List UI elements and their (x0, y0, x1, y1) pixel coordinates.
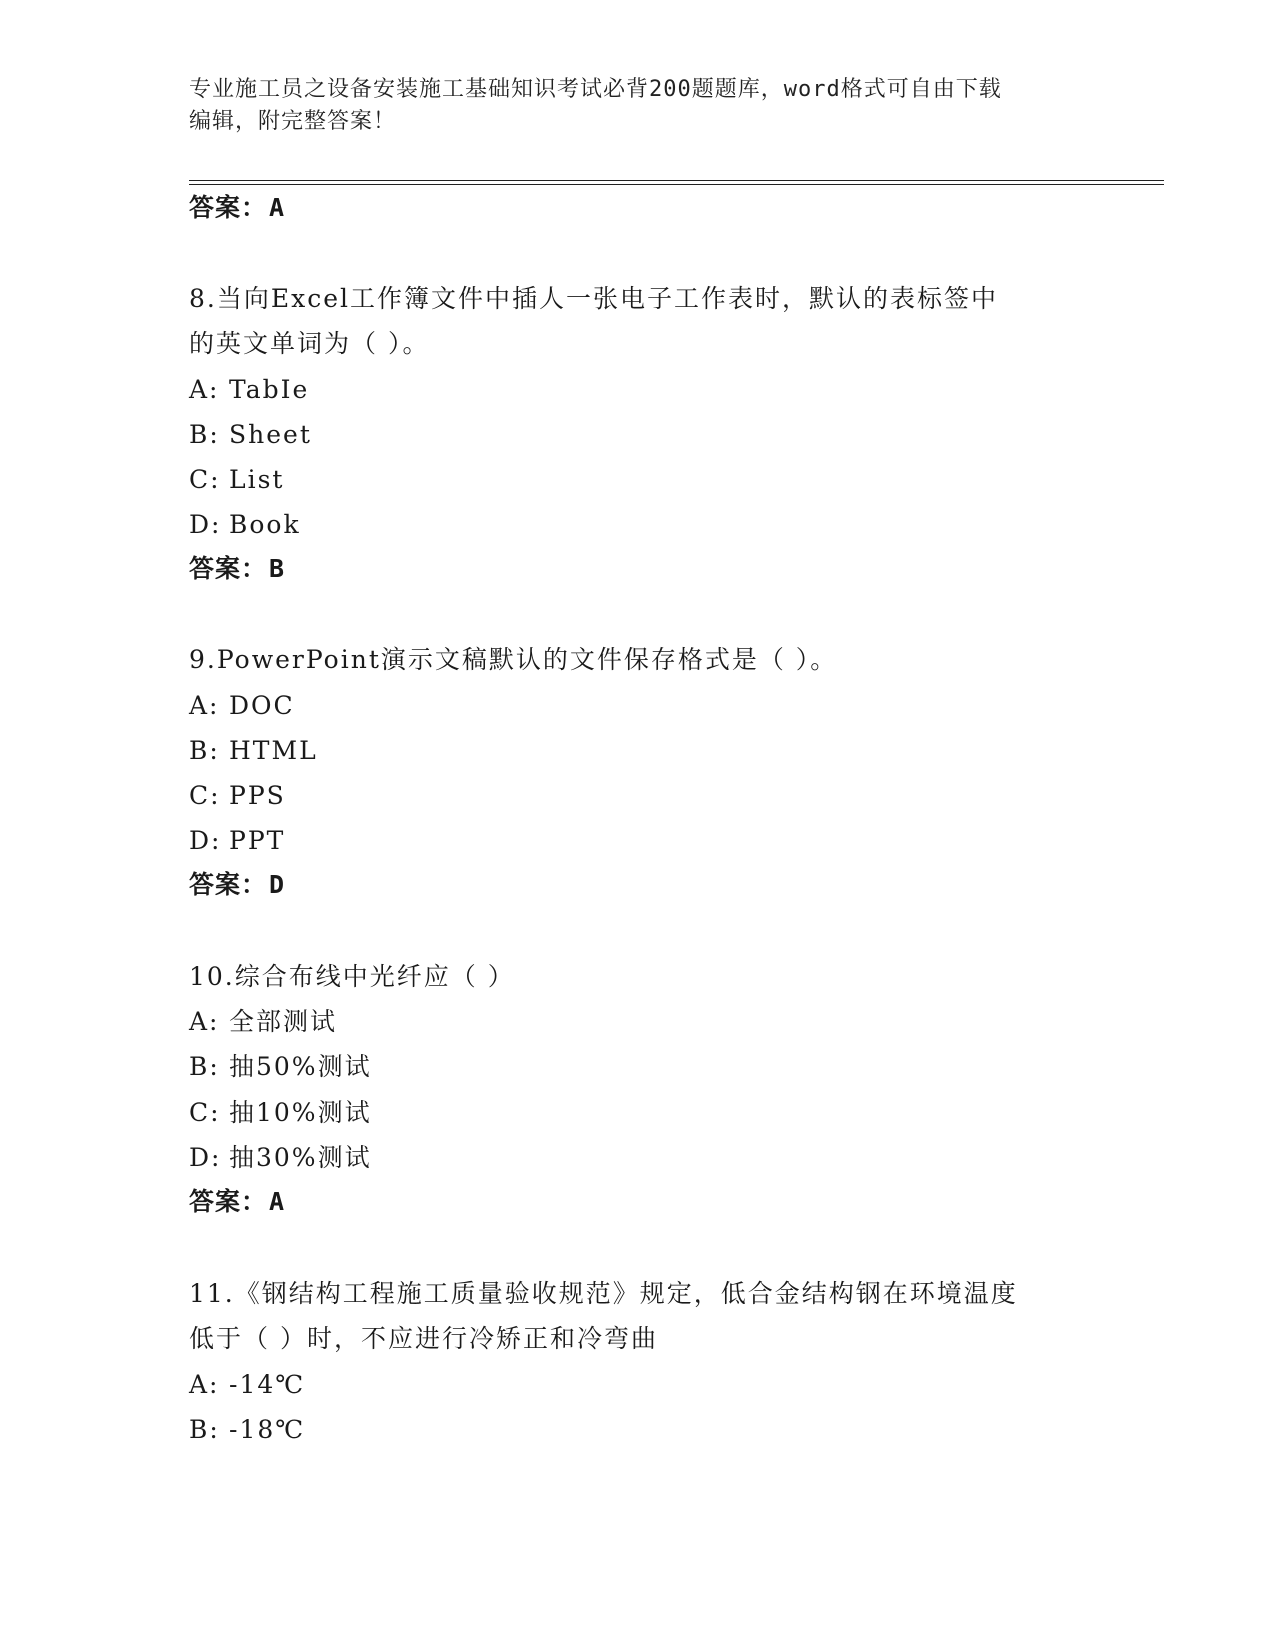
option-b (189, 735, 318, 767)
option-d (189, 509, 301, 541)
answer-label: 答案： (189, 193, 268, 222)
option-b (189, 1051, 372, 1083)
answer-value: A (269, 1187, 286, 1216)
option-letter: D: (189, 826, 222, 855)
option-c (189, 464, 284, 496)
answer-line (189, 1186, 285, 1218)
option-text: -14℃ (229, 1370, 306, 1399)
header-line-1: 专业施工员之设备安装施工基础知识考试必背200题题库，word格式可自由下载 (189, 77, 1002, 102)
option-letter: B: (189, 1415, 220, 1444)
option-text: Book (229, 510, 301, 539)
answer-label: 答案： (189, 870, 268, 899)
option-d (189, 1142, 372, 1174)
option-a (189, 690, 295, 722)
option-letter: C: (189, 1098, 221, 1127)
option-text: DOC (229, 691, 295, 720)
option-text: 抽30%测试 (229, 1143, 372, 1172)
page-header (189, 74, 1089, 138)
option-a (189, 374, 309, 406)
option-letter: A: (189, 1007, 220, 1036)
option-d (189, 825, 285, 857)
option-letter: C: (189, 781, 221, 810)
option-letter: A: (189, 691, 220, 720)
answer-line (189, 192, 285, 224)
option-text: TabIe (229, 375, 310, 404)
option-text: 抽10%测试 (229, 1098, 372, 1127)
option-text: HTML (229, 736, 318, 765)
option-a (189, 1369, 305, 1401)
answer-value: D (269, 870, 286, 899)
option-c (189, 780, 286, 812)
option-text: PPS (229, 781, 286, 810)
answer-value: A (269, 193, 286, 222)
question-stem: 的英文单词为（ ）。 (189, 329, 430, 358)
answer-line (189, 869, 285, 901)
answer-line (189, 553, 285, 585)
option-text: Sheet (229, 420, 312, 449)
option-text: -18℃ (229, 1415, 306, 1444)
option-c (189, 1097, 372, 1129)
option-a (189, 1006, 337, 1038)
option-text: List (229, 465, 285, 494)
option-letter: B: (189, 1052, 220, 1081)
question-stem: 低于（ ）时，不应进行冷矫正和冷弯曲 (189, 1324, 658, 1353)
option-letter: A: (189, 375, 220, 404)
option-letter: B: (189, 736, 220, 765)
question-stem: 9.PowerPoint演示文稿默认的文件保存格式是（ ）。 (189, 645, 838, 674)
question-stem: 11.《钢结构工程施工质量验收规范》规定，低合金结构钢在环境温度 (189, 1279, 1018, 1308)
question-stem: 10.综合布线中光纤应（ ） (189, 962, 515, 991)
option-text: 全部测试 (229, 1007, 338, 1036)
option-letter: D: (189, 510, 222, 539)
header-divider (189, 180, 1164, 181)
answer-value: B (269, 554, 286, 583)
answer-label: 答案： (189, 1187, 268, 1216)
header-divider (189, 184, 1164, 185)
option-b (189, 419, 312, 451)
header-line-2: 编辑，附完整答案！ (189, 109, 397, 134)
option-letter: D: (189, 1143, 222, 1172)
option-letter: B: (189, 420, 220, 449)
option-b (189, 1414, 305, 1446)
option-letter: A: (189, 1370, 220, 1399)
option-letter: C: (189, 465, 221, 494)
answer-label: 答案： (189, 554, 268, 583)
option-text: 抽50%测试 (229, 1052, 372, 1081)
question-stem: 8.当向Excel工作簿文件中插人一张电子工作表时，默认的表标签中 (189, 284, 998, 313)
option-text: PPT (229, 826, 286, 855)
